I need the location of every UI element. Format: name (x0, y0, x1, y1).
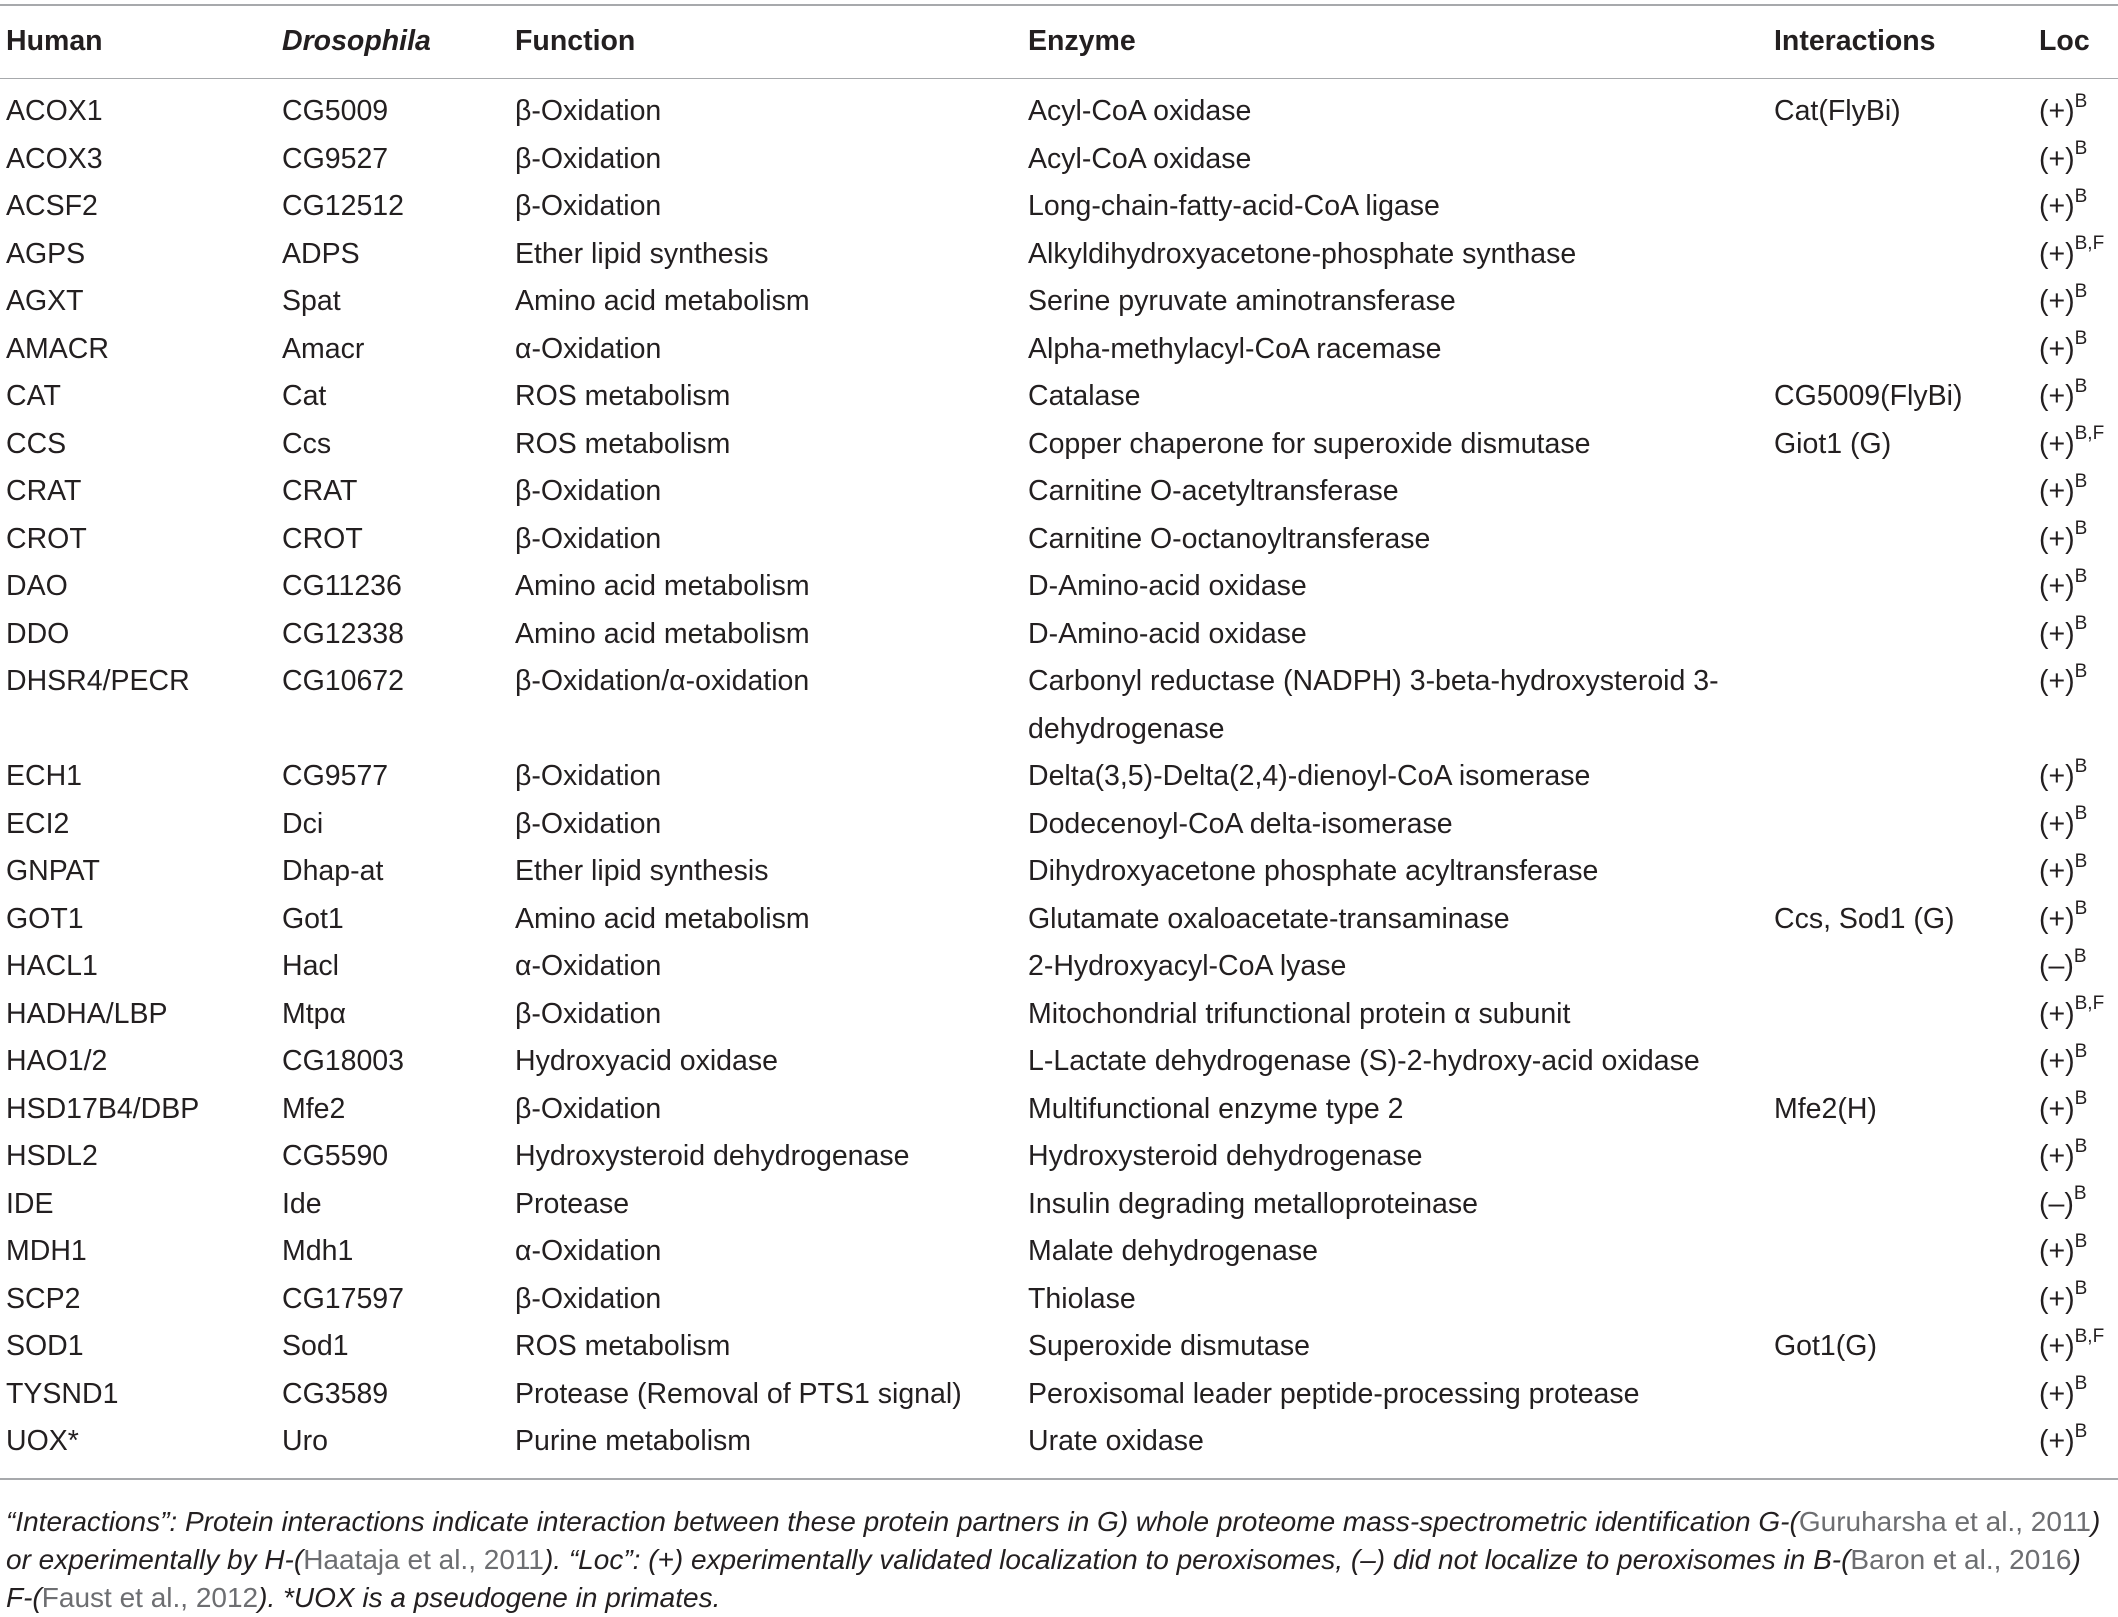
cell-interactions (1774, 848, 2039, 896)
cell-loc (2039, 563, 2118, 611)
table-row (0, 421, 2118, 469)
cell-loc (2039, 848, 2118, 896)
cell-function: ROS metabolism (515, 380, 731, 412)
loc-value: (+) (2039, 1045, 2075, 1077)
table-row (0, 563, 2118, 611)
cell-loc (2039, 1371, 2118, 1419)
reference-link-guruharsha[interactable]: Guruharsha et al., 2011 (1798, 1506, 2091, 1537)
cell-function: Amino acid metabolism (515, 902, 810, 935)
header-drosophila: Drosophila (282, 25, 431, 57)
cell-function: β-Oxidation/α-oxidation (515, 665, 810, 697)
cell-enzyme: Insulin degrading metalloproteinase (1028, 1187, 1478, 1220)
loc-value: (+) (2039, 522, 2075, 555)
cell-human: UOX* (6, 1425, 79, 1457)
cell-human: DAO (6, 570, 68, 602)
cell-interactions: CG5009(FlyBi) (1774, 380, 1963, 412)
cell-human: ACOX3 (6, 142, 103, 175)
cell-enzyme: Mitochondrial trifunctional protein α subunit (1028, 997, 1571, 1030)
loc-source: B (2074, 803, 2088, 824)
loc-source: B (2074, 1040, 2088, 1062)
cell-loc (2039, 1038, 2118, 1086)
cell-function: α-Oxidation (515, 950, 662, 982)
header-function: Function (515, 25, 636, 57)
cell-human: HSDL2 (6, 1140, 98, 1172)
cell-function: Ether lipid synthesis (515, 855, 769, 887)
cell-loc (2039, 753, 2118, 801)
peroxisomal-proteins-table (0, 6, 2118, 1478)
loc-source: B (2074, 660, 2088, 682)
cell-function: α-Oxidation (515, 332, 662, 365)
loc-value: (+) (2039, 190, 2075, 222)
cell-drosophila: CG5590 (282, 1140, 389, 1172)
cell-interactions (1774, 563, 2039, 611)
cell-drosophila: Mdh1 (282, 1235, 354, 1267)
footnote-text: or experimentally by H-( (6, 1544, 304, 1575)
table-row (0, 1038, 2118, 1086)
cell-interactions: Mfe2(H) (1774, 1092, 1877, 1125)
table-row (0, 801, 2118, 849)
footnote-line-3 (6, 1579, 2112, 1617)
loc-value: (+) (2039, 237, 2075, 270)
cell-interactions (1774, 611, 2039, 659)
cell-loc (2039, 991, 2118, 1039)
cell-interactions (1774, 991, 2039, 1039)
loc-source: B,F (2074, 993, 2105, 1014)
loc-source: B (2074, 1135, 2088, 1157)
loc-source: B (2074, 138, 2088, 159)
cell-drosophila: CG5009 (282, 95, 389, 127)
loc-value: (+) (2039, 1140, 2075, 1172)
table-row (0, 1323, 2118, 1371)
cell-interactions (1774, 278, 2039, 326)
loc-source: B (2074, 185, 2088, 207)
loc-source: B (2074, 613, 2088, 634)
cell-interactions (1774, 1181, 2039, 1229)
cell-loc (2039, 136, 2118, 184)
cell-drosophila: Uro (282, 1425, 328, 1457)
loc-source: B (2074, 1088, 2088, 1109)
table-row (0, 468, 2118, 516)
reference-link-faust[interactable]: Faust et al., 2012 (41, 1582, 259, 1613)
cell-interactions (1774, 326, 2039, 374)
reference-link-haataja[interactable]: Haataja et al., 2011 (303, 1544, 544, 1575)
cell-human: GOT1 (6, 902, 84, 935)
table-row (0, 326, 2118, 374)
cell-enzyme: Dihydroxyacetone phosphate acyltransferase (1028, 855, 1599, 887)
cell-drosophila: Amacr (282, 332, 365, 365)
table-row (0, 1086, 2118, 1134)
loc-value: (+) (2039, 1330, 2075, 1362)
cell-function: β-Oxidation (515, 1282, 662, 1315)
cell-function: Hydroxysteroid dehydrogenase (515, 1140, 910, 1172)
footnote-line-2 (6, 1541, 2112, 1579)
cell-human: CCS (6, 427, 67, 460)
cell-loc (2039, 611, 2118, 659)
cell-interactions (1774, 136, 2039, 184)
cell-function: Amino acid metabolism (515, 617, 810, 650)
cell-human: DDO (6, 617, 70, 650)
cell-enzyme: Urate oxidase (1028, 1425, 1204, 1457)
cell-human: CROT (6, 522, 87, 555)
cell-enzyme: Hydroxysteroid dehydrogenase (1028, 1140, 1423, 1172)
loc-value: (+) (2039, 1235, 2075, 1267)
cell-loc (2039, 1276, 2118, 1324)
cell-human: HACL1 (6, 950, 98, 982)
cell-enzyme: Alpha-methylacyl-CoA racemase (1028, 332, 1442, 365)
loc-value: (+) (2039, 380, 2075, 412)
cell-loc (2039, 1133, 2118, 1181)
cell-function: β-Oxidation (515, 760, 662, 792)
cell-drosophila: Mfe2 (282, 1092, 346, 1125)
cell-enzyme: Delta(3,5)-Delta(2,4)-dienoyl-CoA isomerase (1028, 760, 1591, 792)
header-row (0, 6, 2118, 76)
cell-loc (2039, 326, 2118, 374)
cell-human: AGXT (6, 285, 84, 317)
loc-source: B (2074, 90, 2088, 112)
cell-human: HSD17B4/DBP (6, 1092, 200, 1125)
cell-human: ACSF2 (6, 190, 98, 222)
cell-function: ROS metabolism (515, 427, 731, 460)
cell-loc (2039, 1181, 2118, 1229)
table-row (0, 1181, 2118, 1229)
cell-interactions: Giot1 (G) (1774, 427, 1892, 460)
loc-source: B (2074, 1278, 2088, 1299)
cell-enzyme: Thiolase (1028, 1282, 1136, 1315)
loc-source: B (2074, 518, 2088, 539)
cell-drosophila: Got1 (282, 902, 344, 935)
cell-enzyme: Superoxide dismutase (1028, 1330, 1310, 1362)
loc-value: (–) (2039, 1187, 2074, 1220)
loc-source: B (2074, 850, 2088, 872)
cell-drosophila: CG18003 (282, 1045, 405, 1077)
cell-loc (2039, 421, 2118, 469)
cell-enzyme: Catalase (1028, 380, 1141, 412)
loc-source: B (2074, 280, 2088, 302)
cell-interactions (1774, 1228, 2039, 1276)
cell-drosophila: Cat (282, 380, 327, 412)
cell-loc (2039, 943, 2118, 991)
cell-drosophila: CROT (282, 522, 363, 555)
loc-value: (+) (2039, 570, 2075, 602)
cell-function: ROS metabolism (515, 1330, 731, 1362)
loc-source: B (2074, 1230, 2088, 1252)
cell-loc (2039, 658, 2118, 753)
loc-source: B (2074, 375, 2088, 397)
table-row (0, 76, 2118, 136)
cell-drosophila: Sod1 (282, 1330, 349, 1362)
cell-loc (2039, 1323, 2118, 1371)
cell-function: Hydroxyacid oxidase (515, 1045, 778, 1077)
table-row (0, 373, 2118, 421)
cell-function: β-Oxidation (515, 190, 662, 222)
cell-enzyme: D-Amino-acid oxidase (1028, 617, 1307, 650)
header-loc: Loc (2039, 25, 2090, 57)
loc-value: (+) (2039, 902, 2075, 935)
cell-interactions (1774, 1371, 2039, 1419)
cell-function: β-Oxidation (515, 142, 662, 175)
cell-drosophila: CG12512 (282, 190, 405, 222)
cell-function: β-Oxidation (515, 1092, 662, 1125)
cell-enzyme: Copper chaperone for superoxide dismutase (1028, 427, 1591, 460)
loc-value: (+) (2039, 807, 2075, 840)
cell-enzyme: Long-chain-fatty-acid-CoA ligase (1028, 190, 1440, 222)
cell-drosophila: ADPS (282, 237, 360, 270)
cell-interactions (1774, 801, 2039, 849)
loc-value: (+) (2039, 285, 2075, 317)
cell-human: AMACR (6, 332, 109, 365)
footnote-text: ) (2071, 1544, 2081, 1575)
cell-interactions: Ccs, Sod1 (G) (1774, 902, 1955, 935)
cell-loc (2039, 1418, 2118, 1478)
loc-value: (+) (2039, 475, 2075, 507)
loc-value: (+) (2039, 997, 2075, 1030)
cell-interactions (1774, 943, 2039, 991)
loc-value: (+) (2039, 1282, 2075, 1315)
loc-source: B (2074, 565, 2088, 587)
cell-human: CRAT (6, 475, 82, 507)
cell-loc (2039, 468, 2118, 516)
table-row (0, 1133, 2118, 1181)
loc-value: (+) (2039, 1377, 2075, 1410)
cell-human: HAO1/2 (6, 1045, 108, 1077)
cell-drosophila: Mtpα (282, 997, 346, 1030)
cell-function: β-Oxidation (515, 522, 662, 555)
loc-value: (+) (2039, 760, 2075, 792)
cell-human: TYSND1 (6, 1377, 119, 1410)
cell-interactions (1774, 1276, 2039, 1324)
cell-interactions (1774, 1418, 2039, 1478)
loc-source: B,F (2074, 1325, 2105, 1347)
loc-value: (+) (2039, 1092, 2075, 1125)
cell-drosophila: CG17597 (282, 1282, 405, 1315)
cell-drosophila: CG11236 (282, 570, 402, 602)
loc-source: B (2073, 945, 2087, 967)
cell-interactions (1774, 183, 2039, 231)
cell-enzyme: Acyl-CoA oxidase (1028, 95, 1252, 127)
table-body (0, 76, 2118, 1478)
cell-human: SOD1 (6, 1330, 84, 1362)
cell-enzyme: Multifunctional enzyme type 2 (1028, 1092, 1404, 1125)
cell-interactions (1774, 468, 2039, 516)
loc-value: (+) (2039, 95, 2075, 127)
cell-function: Ether lipid synthesis (515, 237, 769, 270)
cell-enzyme: Acyl-CoA oxidase (1028, 142, 1252, 175)
loc-source: B (2074, 1373, 2088, 1394)
loc-source: B,F (2074, 423, 2105, 444)
cell-interactions (1774, 753, 2039, 801)
cell-function: β-Oxidation (515, 997, 662, 1030)
cell-loc (2039, 76, 2118, 136)
cell-drosophila: CG9577 (282, 760, 389, 792)
loc-source: B (2074, 898, 2088, 919)
cell-drosophila: Hacl (282, 950, 340, 982)
cell-loc (2039, 896, 2118, 944)
cell-enzyme: 2-Hydroxyacyl-CoA lyase (1028, 950, 1347, 982)
cell-interactions: Cat(FlyBi) (1774, 95, 1901, 127)
table-row (0, 1276, 2118, 1324)
cell-human: AGPS (6, 237, 86, 270)
cell-human: HADHA/LBP (6, 997, 168, 1030)
cell-loc (2039, 1228, 2118, 1276)
table-row (0, 848, 2118, 896)
cell-enzyme: Dodecenoyl-CoA delta-isomerase (1028, 807, 1453, 840)
cell-enzyme: Glutamate oxaloacetate-transaminase (1028, 902, 1510, 935)
table-row (0, 278, 2118, 326)
footnote-text: F-( (6, 1582, 42, 1613)
table-row (0, 658, 2118, 753)
cell-loc (2039, 278, 2118, 326)
table-row (0, 991, 2118, 1039)
table-row (0, 183, 2118, 231)
loc-value: (+) (2039, 427, 2075, 460)
cell-loc (2039, 183, 2118, 231)
cell-function: Amino acid metabolism (515, 570, 810, 602)
loc-source: B,F (2074, 233, 2105, 254)
loc-value: (+) (2039, 1425, 2075, 1457)
cell-drosophila: Ide (282, 1187, 322, 1220)
header-interactions: Interactions (1774, 25, 1936, 57)
cell-human: ECH1 (6, 760, 83, 792)
cell-interactions (1774, 658, 2039, 753)
header-human: Human (6, 25, 103, 57)
footnote-line-1 (6, 1503, 2112, 1541)
cell-interactions (1774, 231, 2039, 279)
table-row (0, 753, 2118, 801)
cell-drosophila: Dci (282, 807, 324, 840)
table-row (0, 943, 2118, 991)
cell-function: Purine metabolism (515, 1425, 752, 1457)
cell-drosophila: Dhap-at (282, 855, 384, 887)
cell-drosophila: Spat (282, 285, 341, 317)
table-row (0, 136, 2118, 184)
cell-human: MDH1 (6, 1235, 87, 1267)
cell-human: SCP2 (6, 1282, 81, 1315)
cell-drosophila: CG12338 (282, 617, 405, 650)
cell-interactions (1774, 1133, 2039, 1181)
cell-interactions (1774, 1038, 2039, 1086)
table-row (0, 896, 2118, 944)
loc-value: (+) (2039, 855, 2075, 887)
cell-function: Protease (Removal of PTS1 signal) (515, 1377, 962, 1410)
table-row (0, 1418, 2118, 1478)
table-row (0, 611, 2118, 659)
cell-loc (2039, 516, 2118, 564)
cell-function: β-Oxidation (515, 807, 662, 840)
cell-enzyme: Carnitine O-acetyltransferase (1028, 475, 1399, 507)
table-footnote (6, 1503, 2112, 1617)
loc-value: (+) (2039, 332, 2075, 365)
table-container (0, 4, 2118, 1480)
table-row (0, 1371, 2118, 1419)
footnote-text: ). “Loc”: (+) experimentally validated localization to peroxisomes, (–) did not localize to peroxisomes in B-( (543, 1544, 1851, 1575)
table-header (0, 6, 2118, 76)
cell-enzyme: Carnitine O-octanoyltransferase (1028, 522, 1431, 555)
cell-loc (2039, 231, 2118, 279)
cell-human: ACOX1 (6, 95, 103, 127)
cell-human: ECI2 (6, 807, 70, 840)
loc-source: B (2074, 470, 2088, 492)
cell-enzyme: L-Lactate dehydrogenase (S)-2-hydroxy-acid oxidase (1028, 1045, 1700, 1077)
cell-enzyme: Peroxisomal leader peptide-processing protease (1028, 1377, 1640, 1410)
cell-drosophila: CG9527 (282, 142, 389, 175)
cell-enzyme: Malate dehydrogenase (1028, 1235, 1318, 1267)
cell-function: Amino acid metabolism (515, 285, 810, 317)
cell-human: DHSR4/PECR (6, 665, 190, 697)
cell-function: α-Oxidation (515, 1235, 662, 1267)
cell-enzyme: D-Amino-acid oxidase (1028, 570, 1307, 602)
cell-function: β-Oxidation (515, 475, 662, 507)
header-enzyme: Enzyme (1028, 25, 1136, 57)
cell-interactions (1774, 516, 2039, 564)
cell-function: β-Oxidation (515, 95, 662, 127)
cell-loc (2039, 801, 2118, 849)
loc-source: B (2073, 1183, 2087, 1204)
cell-enzyme: Serine pyruvate aminotransferase (1028, 285, 1456, 317)
cell-human: GNPAT (6, 855, 100, 887)
cell-human: CAT (6, 380, 61, 412)
cell-drosophila: CG10672 (282, 665, 405, 697)
reference-link-baron[interactable]: Baron et al., 2016 (1850, 1544, 2072, 1575)
loc-source: B (2074, 755, 2088, 777)
footnote-text: ). *UOX is a pseudogene in primates. (258, 1582, 721, 1613)
cell-drosophila: Ccs (282, 427, 332, 460)
table-header-rule (0, 78, 2118, 79)
loc-value: (+) (2039, 617, 2075, 650)
loc-value: (–) (2039, 950, 2074, 982)
table-bottom-rule (0, 1478, 2118, 1480)
table-row (0, 1228, 2118, 1276)
cell-loc (2039, 1086, 2118, 1134)
table-row (0, 231, 2118, 279)
cell-drosophila: CG3589 (282, 1377, 389, 1410)
cell-human: IDE (6, 1187, 54, 1220)
loc-source: B (2074, 1420, 2088, 1442)
loc-value: (+) (2039, 665, 2075, 697)
loc-source: B (2074, 328, 2088, 349)
footnote-text: ) (2090, 1506, 2101, 1537)
cell-loc (2039, 373, 2118, 421)
table-row (0, 516, 2118, 564)
loc-value: (+) (2039, 142, 2075, 175)
footnote-text: “Interactions”: Protein interactions indicate interaction between these protein partners in G) whole proteome mass-spectrometric identification G-( (6, 1506, 1799, 1537)
cell-enzyme: Carbonyl reductase (NADPH) 3-beta-hydroxysteroid 3-dehydrogenase (1028, 665, 1719, 745)
cell-interactions: Got1(G) (1774, 1330, 1877, 1362)
cell-enzyme: Alkyldihydroxyacetone-phosphate synthase (1028, 237, 1577, 270)
cell-drosophila: CRAT (282, 475, 358, 507)
cell-function: Protease (515, 1187, 630, 1220)
